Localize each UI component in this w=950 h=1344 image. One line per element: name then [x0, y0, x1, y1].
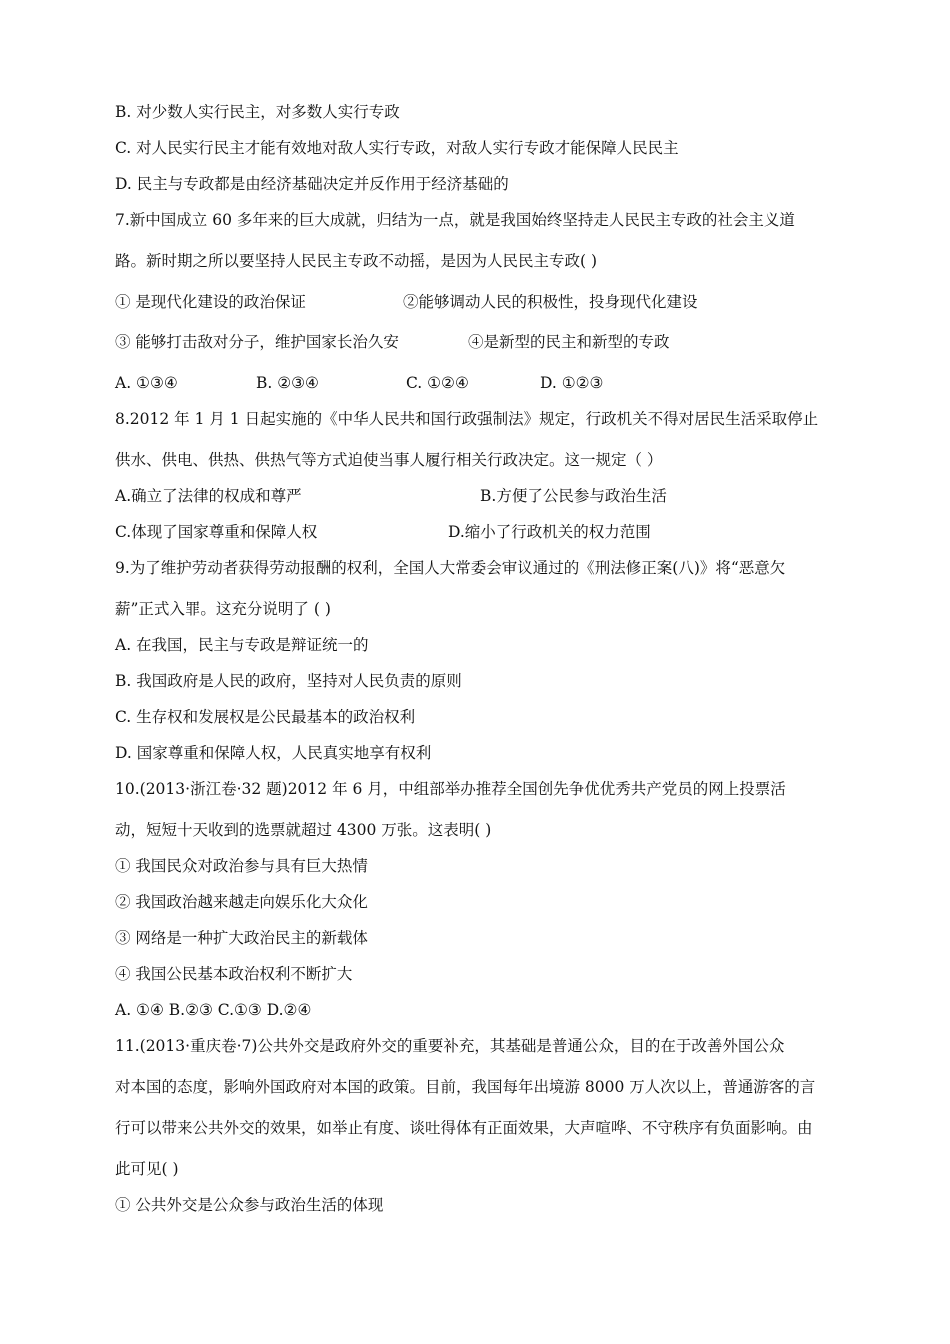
q7-choice-b: B. ②③④: [256, 374, 319, 392]
q10-stem-line2: 动，短短十天收到的选票就超过 4300 万张。这表明( ): [115, 821, 492, 839]
q9-choice-b: B. 我国政府是人民的政府，坚持对人民负责的原则: [115, 672, 462, 690]
q8-choice-a: A.确立了法律的权成和尊严: [115, 487, 302, 505]
q8-stem-line2: 供水、供电、供热、供热气等方式迫使当事人履行相关行政决定。这一规定（ ）: [115, 451, 663, 469]
q7-choice-d: D. ①②③: [540, 374, 604, 392]
q6-option-c: C. 对人民实行民主才能有效地对敌人实行专政，对敌人实行专政才能保障人民民主: [115, 139, 679, 157]
q9-choice-a: A. 在我国，民主与专政是辩证统一的: [115, 636, 369, 654]
q10-item-3: ③ 网络是一种扩大政治民主的新载体: [115, 929, 368, 947]
q8-choice-d: D.缩小了行政机关的权力范围: [448, 523, 651, 541]
q11-stem-line1: 11.(2013·重庆卷·7)公共外交是政府外交的重要补充，其基础是普通公众，目的在于改善外国公众: [115, 1037, 785, 1055]
q7-item-3: ③ 能够打击敌对分子，维护国家长治久安: [115, 333, 399, 351]
q9-choice-d: D. 国家尊重和保障人权，人民真实地享有权利: [115, 744, 432, 762]
q11-item-1: ① 公共外交是公众参与政治生活的体现: [115, 1196, 384, 1214]
q8-stem-line1: 8.2012 年 1 月 1 日起实施的《中华人民共和国行政强制法》规定，行政机关不得对居民生活采取停止: [115, 410, 819, 428]
q11-stem-line2: 对本国的态度，影响外国政府对本国的政策。目前，我国每年出境游 8000 万人次以上，普通游客的言: [115, 1078, 816, 1096]
q10-item-1: ① 我国民众对政治参与具有巨大热情: [115, 857, 368, 875]
q7-item-4: ④是新型的民主和新型的专政: [468, 333, 670, 351]
q11-stem-line3: 行可以带来公共外交的效果，如举止有度、谈吐得体有正面效果，大声喧哗、不守秩序有负面影响。由: [115, 1119, 813, 1137]
q8-choice-b: B.方便了公民参与政治生活: [480, 487, 667, 505]
q10-choices: A. ①④ B.②③ C.①③ D.②④: [115, 1001, 312, 1019]
q11-stem-line4: 此可见( ): [115, 1160, 179, 1178]
q8-choice-c: C.体现了国家尊重和保障人权: [115, 523, 318, 541]
q9-stem-line2: 薪”正式入罪。这充分说明了 ( ): [115, 600, 331, 618]
q6-option-d: D. 民主与专政都是由经济基础决定并反作用于经济基础的: [115, 175, 509, 193]
q7-item-2: ②能够调动人民的积极性，投身现代化建设: [403, 293, 698, 311]
q10-stem-line1: 10.(2013·浙江卷·32 题)2012 年 6 月，中组部举办推荐全国创先争优优秀共产党员的网上投票活: [115, 780, 786, 798]
q7-choice-c: C. ①②④: [406, 374, 469, 392]
q6-option-b: B. 对少数人实行民主，对多数人实行专政: [115, 103, 400, 121]
q10-item-4: ④ 我国公民基本政治权利不断扩大: [115, 965, 353, 983]
q7-stem-line2: 路。新时期之所以要坚持人民民主专政不动摇，是因为人民民主专政( ): [115, 252, 598, 270]
q9-stem-line1: 9.为了维护劳动者获得劳动报酬的权利，全国人大常委会审议通过的《刑法修正案(八)》将“恶意欠: [115, 559, 786, 577]
q7-stem-line1: 7.新中国成立 60 多年来的巨大成就，归结为一点，就是我国始终坚持走人民民主专政的社会主义道: [115, 211, 795, 229]
q7-choice-a: A. ①③④: [115, 374, 178, 392]
q9-choice-c: C. 生存权和发展权是公民最基本的政治权利: [115, 708, 416, 726]
q10-item-2: ② 我国政治越来越走向娱乐化大众化: [115, 893, 368, 911]
q7-item-1: ① 是现代化建设的政治保证: [115, 293, 306, 311]
